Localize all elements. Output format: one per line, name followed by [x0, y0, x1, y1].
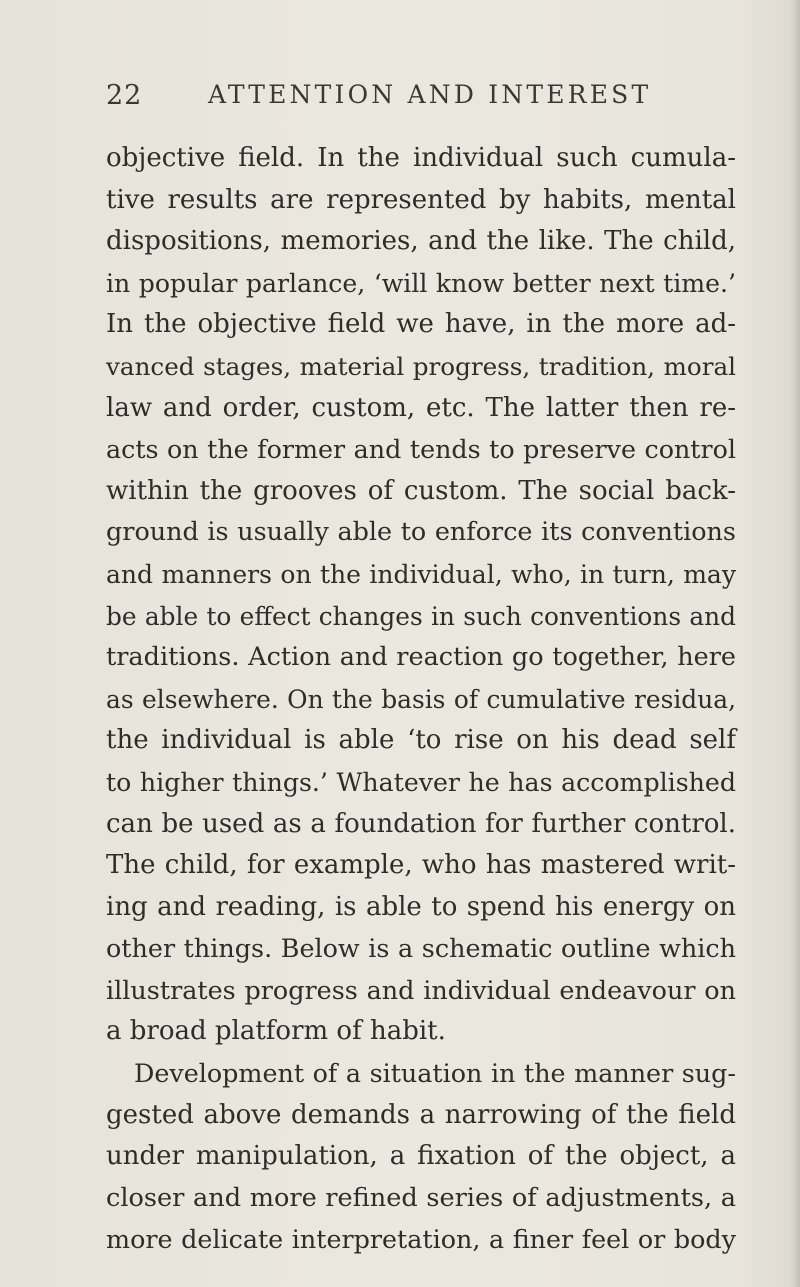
text-line: in popular parlance, ‘will know better next time.’	[106, 268, 736, 298]
text-line: to higher things.’ Whatever he has accomplished	[106, 767, 736, 797]
running-head-title: ATTENTION AND INTEREST	[208, 80, 652, 109]
text-line: more delicate interpretation, a finer feel or body	[106, 1224, 736, 1255]
text-line: be able to effect changes in such conventions and	[106, 601, 736, 631]
text-line: as elsewhere. On the basis of cumulative residua,	[106, 684, 736, 714]
running-head	[106, 80, 736, 120]
text-line: illustrates progress and individual endeavour on	[106, 974, 736, 1005]
text-line: ing and reading, is able to spend his energy on	[106, 891, 736, 922]
text-line: The child, for example, who has mastered writ-	[106, 850, 736, 881]
text-line: closer and more refined series of adjustments, a	[106, 1182, 736, 1213]
text-line: gested above demands a narrowing of the field	[106, 1099, 736, 1130]
text-line: within the grooves of custom. The social back-	[106, 475, 736, 506]
text-line: ground is usually able to enforce its conventions	[106, 517, 736, 548]
body-text	[106, 138, 736, 1261]
page-number: 22	[106, 80, 143, 111]
paragraph-start-line: Development of a situation in the manner sug-	[134, 1058, 736, 1089]
text-line: traditions. Action and reaction go together, here	[106, 642, 736, 673]
text-line: and manners on the individual, who, in turn, may	[106, 559, 736, 589]
text-line: dispositions, memories, and the like. The child,	[106, 226, 736, 257]
text-line: tive results are represented by habits, mental	[106, 184, 736, 215]
text-line: In the objective field we have, in the more ad-	[106, 309, 736, 340]
text-line: law and order, custom, etc. The latter then re-	[106, 392, 736, 423]
text-line: under manipulation, a fixation of the object, a	[106, 1141, 736, 1172]
text-line: vanced stages, material progress, tradition, moral	[106, 351, 736, 381]
text-line: the individual is able ‘to rise on his dead self	[106, 725, 736, 756]
text-line: other things. Below is a schematic outline which	[106, 933, 736, 964]
paragraph-end-line: a broad platform of habit.	[106, 1016, 446, 1047]
text-line: acts on the former and tends to preserve control	[106, 434, 736, 465]
page-edge-shadow	[790, 0, 800, 1287]
text-line: can be used as a foundation for further control.	[106, 808, 736, 839]
text-line: objective field. In the individual such cumula-	[106, 143, 736, 173]
